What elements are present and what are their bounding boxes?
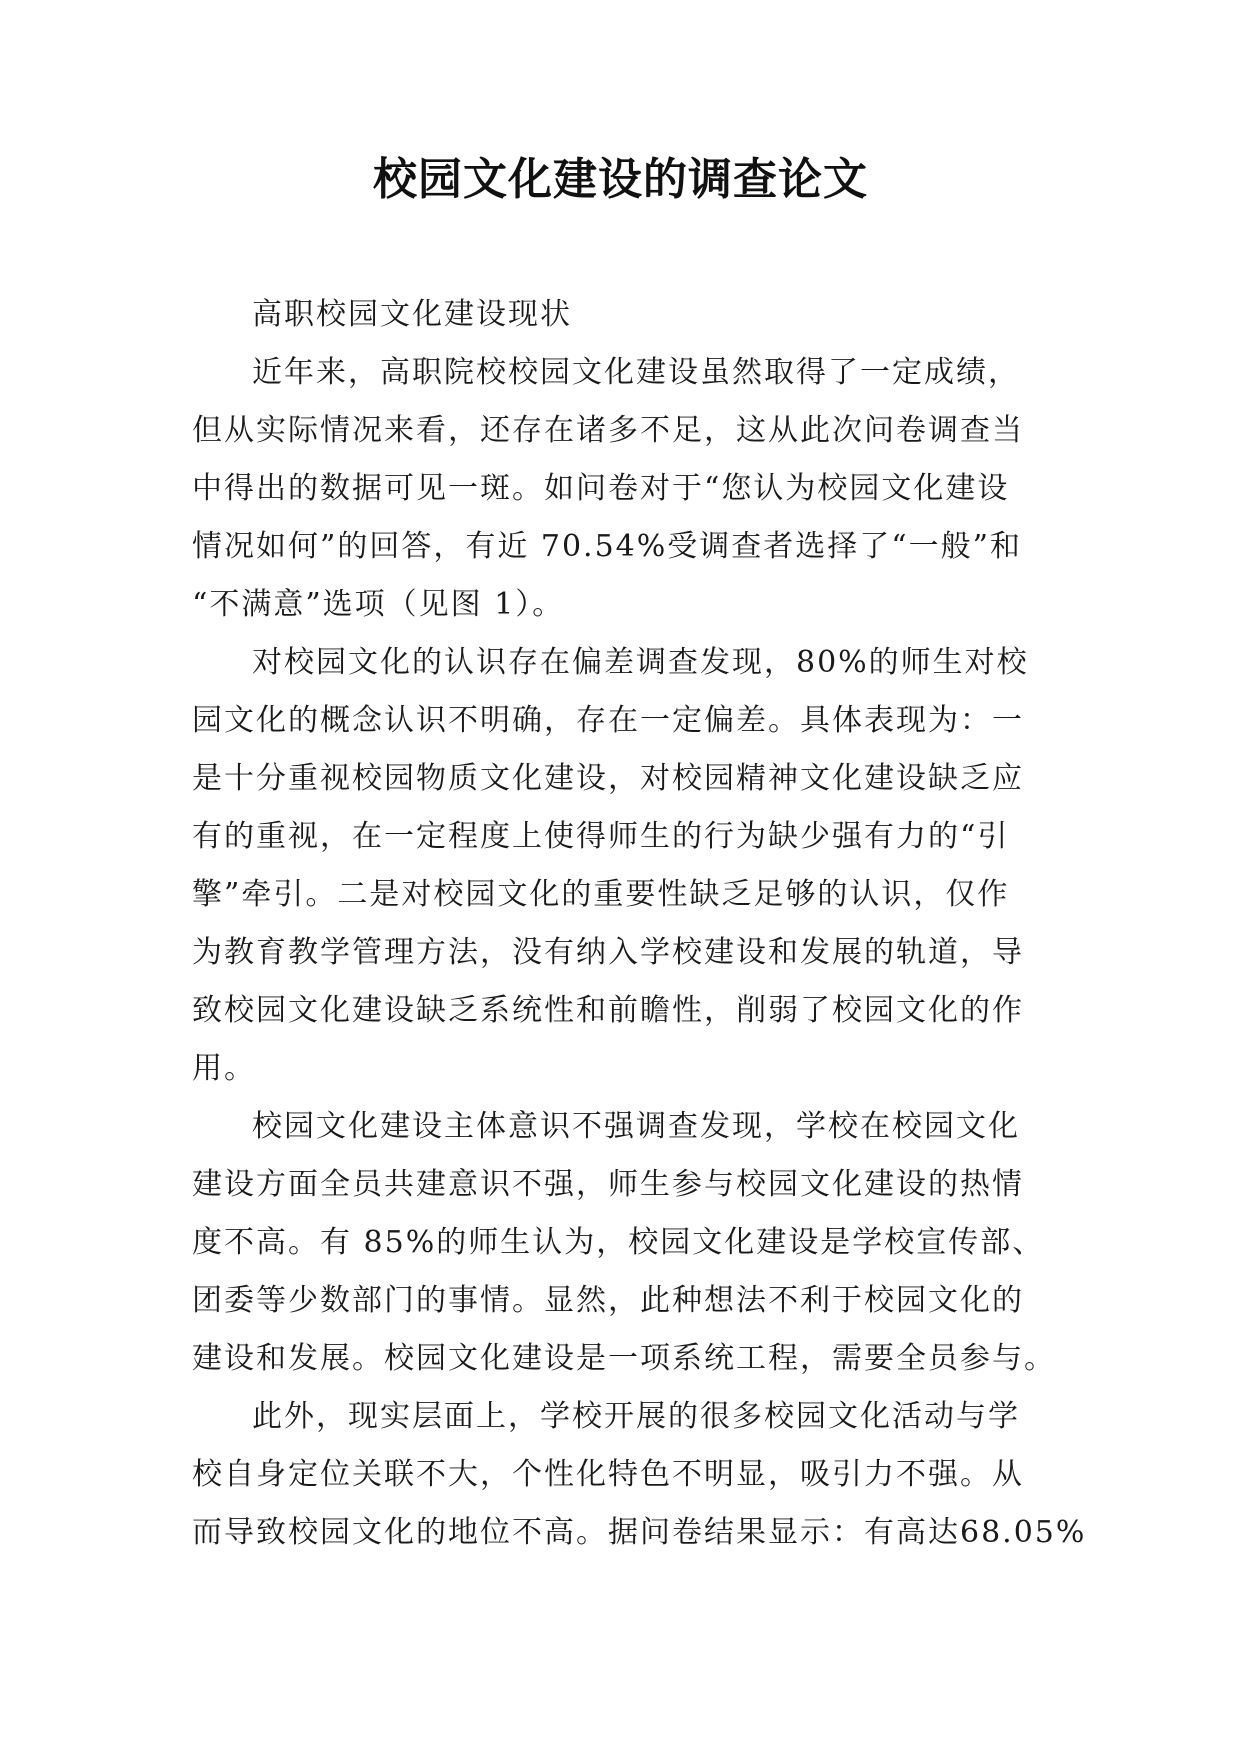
paragraph-line: 情况如何”的回答，有近 70.54%受调查者选择了“一般”和 <box>192 529 1022 564</box>
paragraph <box>192 634 1044 1098</box>
paragraph <box>192 1388 1087 1562</box>
paragraph-line: 中得出的数据可见一斑。如问卷对于“您认为校园文化建设 <box>192 471 1010 506</box>
paragraph <box>192 344 1044 634</box>
paragraph-line: 团委等少数部门的事情。显然，此种想法不利于校园文化的 <box>192 1283 1024 1318</box>
paragraph-line: 近年来，高职院校校园文化建设虽然取得了一定成绩， <box>252 355 1020 390</box>
paragraph-line: 擎”牵引。二是对校园文化的重要性缺乏足够的认识，仅作 <box>192 877 1010 912</box>
paragraph-line: 度不高。有 85%的师生认为，校园文化建设是学校宣传部、 <box>192 1225 1045 1260</box>
paragraph-line: 而导致校园文化的地位不高。据问卷结果显示：有高达68.05% <box>192 1515 1087 1550</box>
paragraph-line: 用。 <box>192 1051 256 1086</box>
paragraph-line: 致校园文化建设缺乏系统性和前瞻性，削弱了校园文化的作 <box>192 993 1024 1028</box>
paragraph-line: 是十分重视校园物质文化建设，对校园精神文化建设缺乏应 <box>192 761 1024 796</box>
paragraph-line: 校自身定位关联不大，个性化特色不明显，吸引力不强。从 <box>192 1457 1024 1492</box>
paragraph-line: 但从实际情况来看，还存在诸多不足，这从此次问卷调查当 <box>192 413 1024 448</box>
paragraph-heading <box>192 286 1044 344</box>
paragraph-line: 园文化的概念认识不明确，存在一定偏差。具体表现为：一 <box>192 703 1024 738</box>
paragraph-line: 有的重视，在一定程度上使得师生的行为缺少强有力的“引 <box>192 819 1010 854</box>
paragraph-line: 为教育教学管理方法，没有纳入学校建设和发展的轨道，导 <box>192 935 1024 970</box>
document-body <box>192 286 1087 1562</box>
paragraph-line: 建设和发展。校园文化建设是一项系统工程，需要全员参与。 <box>192 1341 1056 1376</box>
paragraph-line: 此外，现实层面上，学校开展的很多校园文化活动与学 <box>252 1399 1020 1434</box>
paragraph-line: 建设方面全员共建意识不强，师生参与校园文化建设的热情 <box>192 1167 1024 1202</box>
paragraph <box>192 1098 1056 1388</box>
document-title: 校园文化建设的调查论文 <box>373 154 868 205</box>
paragraph-line: 对校园文化的认识存在偏差调查发现，80%的师生对校 <box>252 645 1029 680</box>
paragraph-line: 高职校园文化建设现状 <box>252 297 572 332</box>
paragraph-line: “不满意”选项（见图 1）。 <box>192 587 565 622</box>
paragraph-line: 校园文化建设主体意识不强调查发现，学校在校园文化 <box>252 1109 1020 1144</box>
